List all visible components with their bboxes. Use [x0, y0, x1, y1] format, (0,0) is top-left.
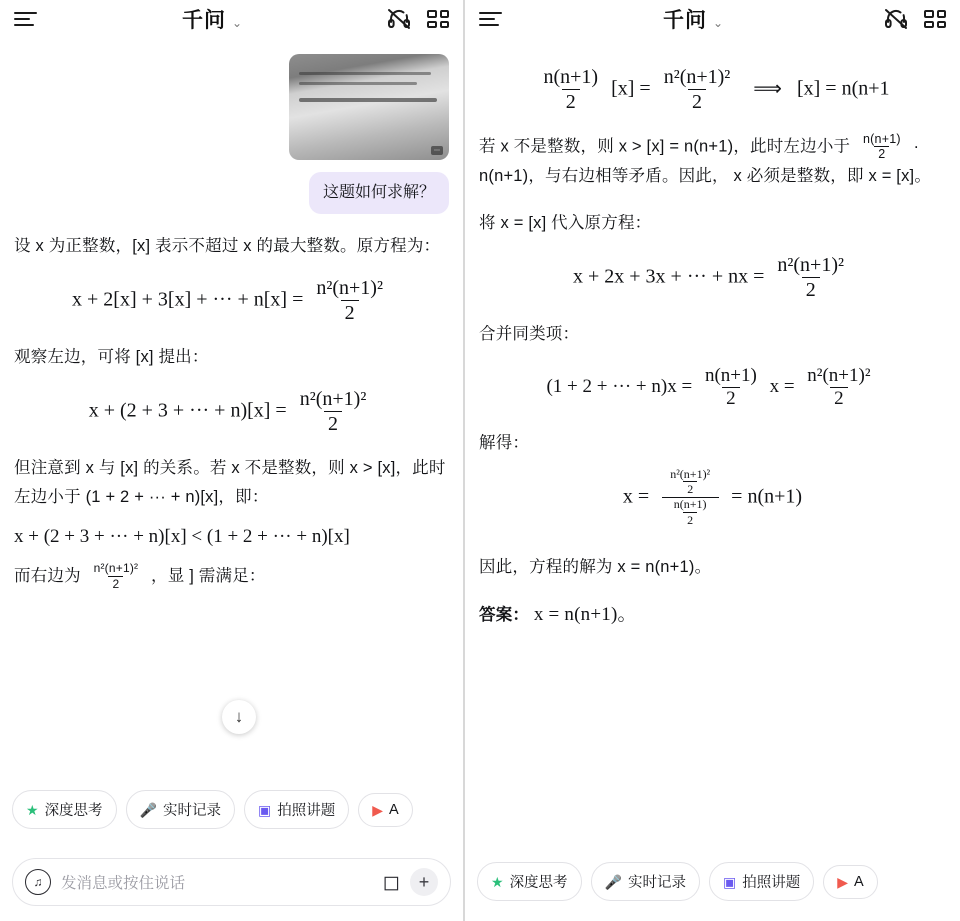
right-equation-4-upper [658, 468, 722, 497]
right-equation-4-lower-fraction [670, 498, 711, 527]
app-title-dropdown[interactable] [663, 4, 723, 34]
equation-2-fraction [296, 388, 371, 436]
answer-line [479, 598, 946, 631]
chip-live-record[interactable] [591, 862, 700, 901]
voice-wave-icon[interactable]: ♫ [25, 869, 51, 895]
chevron-down-icon: ⌄ [712, 16, 724, 30]
chevron-down-icon: ⌄ [231, 16, 243, 30]
right-equation-2-numerator: n²(n+1)² [777, 254, 844, 277]
equation-top-middle: [x] = [611, 77, 651, 100]
equation-2-numerator: n²(n+1)² [299, 388, 367, 411]
paragraph-4-numerator: n²(n+1)² [93, 560, 139, 575]
left-message-composer[interactable] [12, 858, 451, 906]
paragraph-4-denominator: 2 [108, 576, 123, 591]
list-lines-icon[interactable] [479, 11, 502, 28]
equation-top-f1-numerator: n(n+1) [543, 66, 599, 88]
right-paragraph-3: 合并同类项： [479, 325, 580, 344]
right-paragraph-1-denominator: 2 [874, 146, 889, 162]
right-equation-4-upper-fraction [666, 468, 714, 497]
chip-video[interactable] [823, 865, 877, 899]
grid-icon[interactable] [427, 10, 449, 28]
right-equation-3-fraction-1 [701, 365, 761, 411]
equation-1 [14, 277, 449, 325]
video-icon: ▶ [372, 801, 384, 818]
chip-label: 拍照讲题 [742, 875, 801, 891]
left-top-bar [0, 0, 463, 38]
equation-3: x + (2 + 3 + ··· + n)[x] < (1 + 2 + ··· + n)[x] [14, 525, 350, 547]
right-paragraph-2: 将 x = [x] 代入原方程： [479, 214, 652, 233]
brain-icon: ★ [26, 801, 39, 818]
plus-icon[interactable]: + [410, 868, 438, 896]
right-paragraph-1-fraction [859, 132, 905, 162]
equation-2-lhs: x + (2 + 3 + ··· + n)[x] = [88, 399, 287, 422]
assistant-paragraph-1: 设 x 为正整数，[x] 表示不超过 x 的最大整数。原方程为： [14, 237, 441, 256]
left-quick-action-chips[interactable] [0, 790, 463, 829]
paragraph-4-part-b: ，显 [151, 566, 185, 585]
equation-1-numerator: n²(n+1)² [316, 277, 383, 300]
right-paragraph-1-numerator: n(n+1) [863, 132, 901, 146]
app-title-dropdown[interactable] [182, 4, 242, 34]
list-lines-icon[interactable] [14, 11, 37, 28]
equation-1-fraction [312, 277, 387, 325]
chip-label: 拍照讲题 [277, 803, 336, 819]
equation-top-f1-denominator: 2 [562, 89, 580, 114]
chip-label: 实时记录 [628, 875, 686, 891]
paragraph-4-part-c: ] 需满足： [189, 566, 266, 585]
right-equation-2-lhs: x + 2x + 3x + ··· + nx = [573, 265, 765, 288]
user-message-bubble: 这题如何求解？ [309, 172, 449, 214]
right-equation-3-f1-numerator: n(n+1) [704, 365, 757, 386]
right-equation-3-f2-numerator: n²(n+1)² [807, 365, 871, 386]
mic-icon: 🎤 [604, 873, 622, 890]
equation-top [479, 66, 946, 114]
right-equation-3-lhs: (1 + 2 + ··· + n)x = [546, 376, 693, 398]
right-paragraph-1-part-a: 若 x 不是整数，则 x > [x] = n(n+1)，此时左边小于 [479, 137, 851, 156]
paragraph-4-fraction [90, 562, 143, 591]
right-equation-4-rhs: = n(n+1) [731, 484, 803, 507]
camera-icon: ▣ [258, 801, 272, 818]
equation-1-lhs: x + 2[x] + 3[x] + ··· + n[x] = [72, 288, 304, 311]
right-paragraph-1 [479, 132, 946, 191]
math-problem-photo[interactable] [289, 54, 449, 160]
brain-icon: ★ [491, 873, 504, 890]
equation-top-fraction-1 [539, 66, 602, 114]
right-equation-4-compound-fraction [658, 468, 722, 527]
user-message-row [14, 160, 449, 214]
right-quick-action-chips[interactable] [465, 862, 960, 901]
headphone-off-icon[interactable] [387, 8, 411, 30]
photo-badge: ⋯ [431, 146, 443, 155]
equation-2-denominator: 2 [324, 411, 342, 436]
app-title: 千问 [662, 9, 707, 32]
right-equation-3-fraction-2 [803, 365, 874, 411]
arrow-down-icon: ↓ [234, 707, 244, 726]
right-top-bar [465, 0, 960, 38]
equation-top-rhs: [x] = n(n+1 [796, 77, 890, 100]
chip-live-record[interactable] [126, 790, 235, 829]
right-chat-body[interactable] [465, 38, 960, 921]
assistant-paragraph-4 [14, 562, 449, 591]
implies-arrow-icon: ⟹ [753, 77, 782, 100]
right-equation-2-fraction [773, 254, 848, 302]
paragraph-4-part-a: 而右边为 [14, 566, 81, 585]
scroll-to-bottom-button[interactable] [222, 700, 256, 734]
right-equation-4-lower [662, 497, 719, 527]
equation-2 [14, 388, 449, 436]
right-equation-2-denominator: 2 [802, 277, 820, 302]
equation-top-fraction-2 [660, 66, 735, 114]
right-equation-4-lhs: x = [622, 484, 650, 507]
assistant-paragraph-2: 观察左边，可将 [x] 提出： [14, 348, 209, 367]
right-paragraph-1-part-b: · n(n+1)，与右边相等矛盾。因此， x 必须是整数，即 x = [x]。 [479, 137, 932, 186]
chip-deep-thinking[interactable] [477, 862, 582, 901]
camera-icon[interactable]: ◻ [382, 870, 400, 894]
chip-photo-solve[interactable] [244, 790, 349, 829]
grid-icon[interactable] [924, 10, 946, 28]
right-equation-4-lower-numerator: n(n+1) [673, 496, 707, 511]
right-equation-4 [479, 468, 946, 527]
message-input-placeholder[interactable]: 发消息或按住说话 [61, 875, 186, 892]
chip-label: 深度思考 [44, 803, 103, 819]
mic-icon: 🎤 [139, 801, 157, 818]
left-phone-screen [0, 0, 465, 921]
equation-top-f2-numerator: n²(n+1)² [663, 66, 731, 88]
equation-1-denominator: 2 [341, 300, 359, 325]
right-phone-screen [465, 0, 960, 921]
chip-photo-solve[interactable] [709, 862, 814, 901]
video-icon: ▶ [837, 873, 849, 890]
answer-label: 答案： [479, 605, 530, 624]
right-equation-3-middle: x = [769, 376, 795, 398]
equation-top-f2-denominator: 2 [688, 89, 706, 114]
chip-label: A [854, 873, 864, 890]
chip-label: 实时记录 [163, 803, 221, 819]
right-paragraph-4: 解得： [479, 433, 530, 452]
app-title: 千问 [181, 9, 226, 32]
right-equation-3 [479, 365, 946, 411]
right-paragraph-5: 因此，方程的解为 x = n(n+1)。 [479, 557, 712, 576]
right-equation-3-f1-denominator: 2 [722, 387, 740, 411]
right-equation-4-upper-numerator: n²(n+1)² [670, 466, 711, 481]
answer-value: x = n(n+1)。 [533, 603, 637, 625]
right-equation-4-upper-denominator: 2 [683, 481, 697, 496]
chip-video[interactable] [358, 793, 412, 827]
assistant-paragraph-3: 但注意到 x 与 [x] 的关系。若 x 不是整数，则 x > [x]，此时左边小于 (1 + 2 + ··· + n)[x]，即： [14, 459, 446, 507]
right-equation-4-lower-denominator: 2 [683, 512, 697, 527]
right-equation-2 [479, 254, 946, 302]
right-equation-3-f2-denominator: 2 [830, 387, 848, 411]
headphone-off-icon[interactable] [884, 8, 908, 30]
attachment-row [14, 38, 449, 160]
left-chat-body[interactable] [0, 38, 463, 921]
chip-label: A [389, 801, 399, 818]
camera-icon: ▣ [723, 873, 737, 890]
chip-label: 深度思考 [509, 875, 568, 891]
chip-deep-thinking[interactable] [12, 790, 117, 829]
